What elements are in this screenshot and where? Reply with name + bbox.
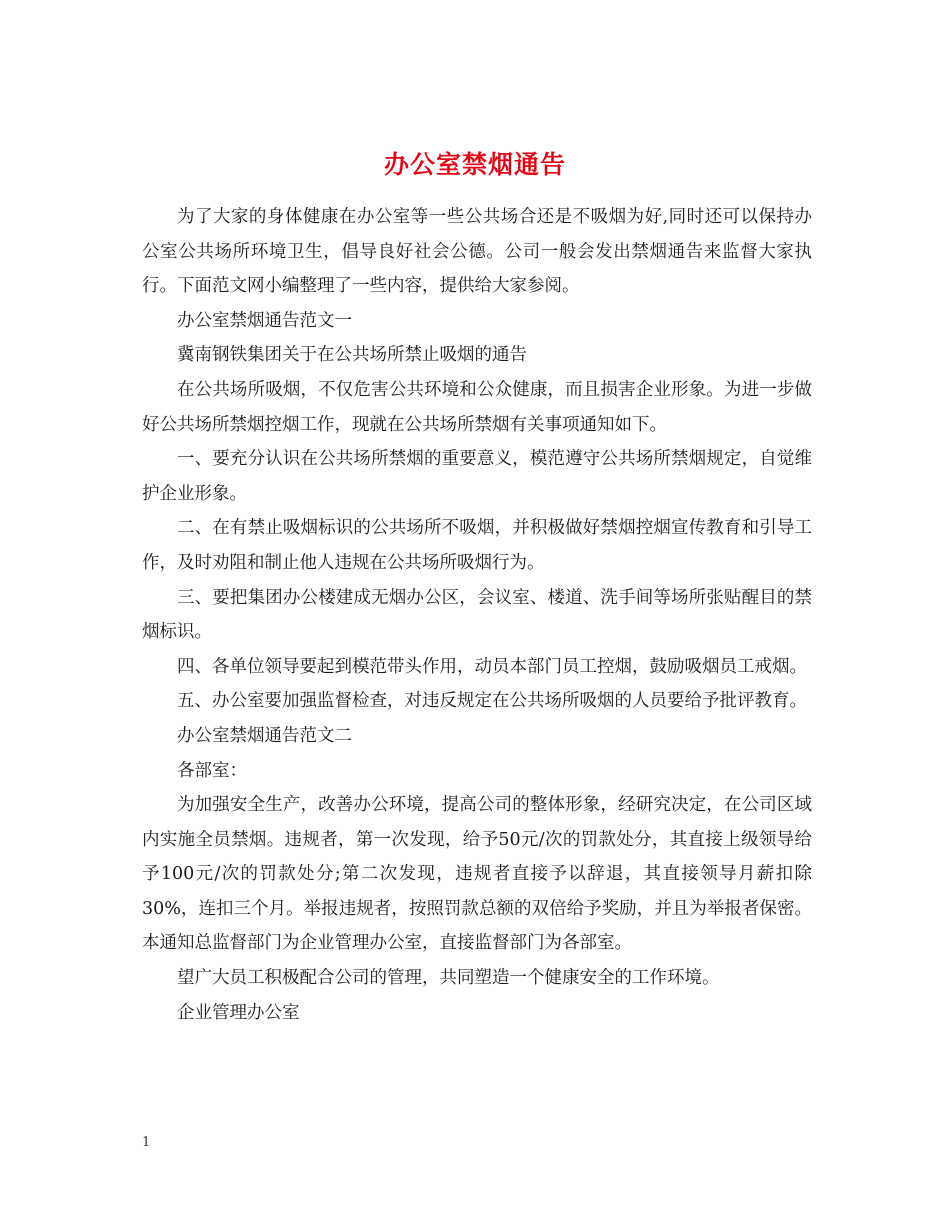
- intro-paragraph: 为了大家的身体健康在办公室等一些公共场合还是不吸烟为好,同时还可以保持办公室公共场所环境卫生，倡导良好社会公德。公司一般会发出禁烟通告来监督大家执行。下面范文网小编整理了一些内容，提供给大家参阅。: [142, 207, 812, 297]
- salutation: 各部室：: [177, 760, 247, 781]
- document-body: [142, 200, 812, 1030]
- policy-paragraph: 为加强安全生产，改善办公环境，提高公司的整体形象，经研究决定，在公司区域内实施全员禁烟。违规者，第一次发现，给予50元/次的罚款处分，其直接上级领导给予100元/次的罚款处分;第二次发现，违规者直接予以辞退，其直接领导月薪扣除30%，连扣三个月。举报违规者，按照罚款总额的双倍给予奖励，并且为举报者保密。本通知总监督部门为企业管理办公室，直接监督部门为各部室。: [142, 795, 812, 954]
- rule-item-four: 四、各单位领导要起到模范带头作用，动员本部门员工控烟，鼓励吸烟员工戒烟。: [177, 656, 807, 677]
- notice-paragraph: 在公共场所吸烟，不仅危害公共环境和公众健康，而且损害企业形象。为进一步做好公共场所禁烟控烟工作，现就在公共场所禁烟有关事项通知如下。: [142, 379, 812, 435]
- rule-item-five: 五、办公室要加强监督检查，对违反规定在公共场所吸烟的人员要给予批评教育。: [177, 691, 807, 712]
- notice-title: 冀南钢铁集团关于在公共场所禁止吸烟的通告: [177, 345, 527, 366]
- document-title: 办公室禁烟通告: [383, 149, 566, 179]
- rule-item-two: 二、在有禁止吸烟标识的公共场所不吸烟，并积极做好禁烟控烟宣传教育和引导工作，及时劝阻和制止他人违规在公共场所吸烟行为。: [142, 518, 812, 573]
- section-heading-sample-one: 办公室禁烟通告范文一: [177, 310, 352, 331]
- closing-paragraph: 望广大员工积极配合公司的管理，共同塑造一个健康安全的工作环境。: [177, 968, 720, 989]
- rule-item-one: 一、要充分认识在公共场所禁烟的重要意义，模范遵守公共场所禁烟规定，自觉维护企业形象。: [142, 449, 812, 504]
- section-heading-sample-two: 办公室禁烟通告范文二: [177, 725, 352, 746]
- signature-department: 企业管理办公室: [177, 1002, 300, 1023]
- page-number: 1: [142, 1135, 151, 1150]
- rule-item-three: 三、要把集团办公楼建成无烟办公区，会议室、楼道、洗手间等场所张贴醒目的禁烟标识。: [142, 587, 812, 643]
